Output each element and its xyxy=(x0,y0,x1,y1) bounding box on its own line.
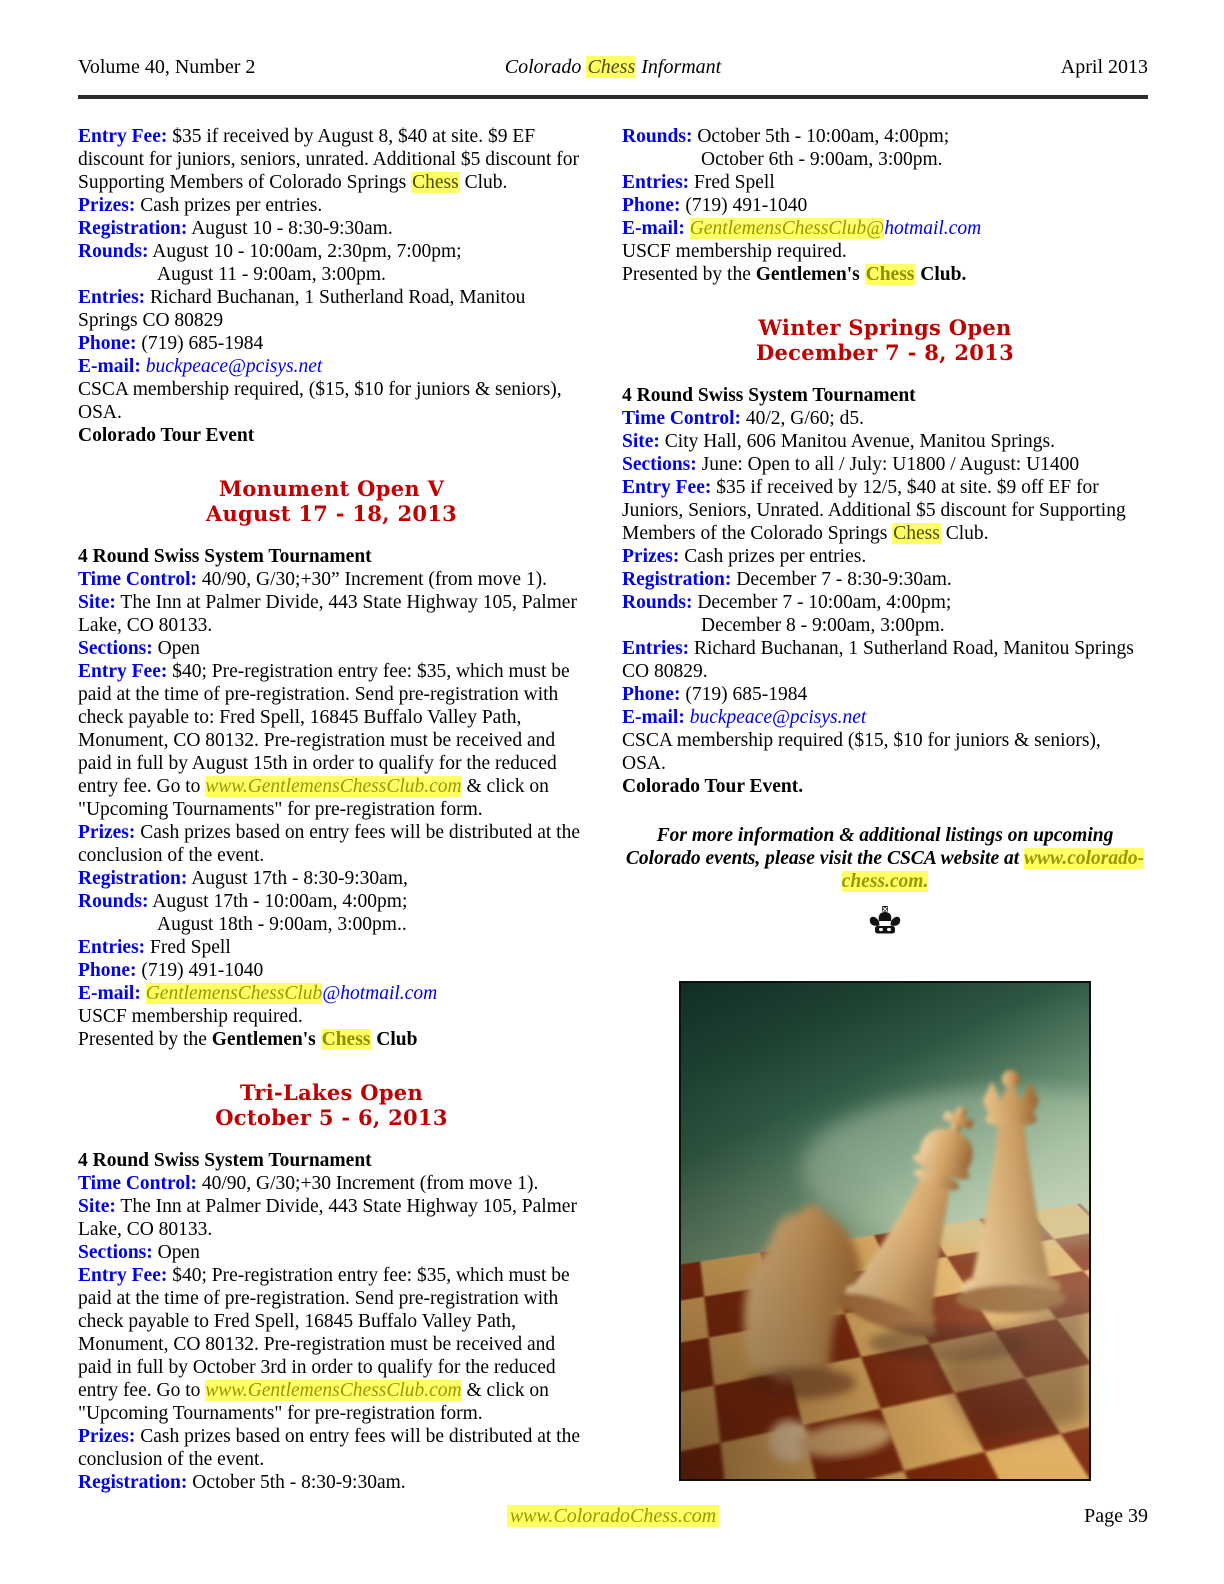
body-text: Fred Spell xyxy=(145,937,231,958)
highlighted-word: Chess xyxy=(412,172,459,193)
listing-line xyxy=(78,355,585,378)
body-text: (719) 685-1984 xyxy=(680,684,808,705)
listing-line xyxy=(78,332,585,355)
tournament-heading xyxy=(622,315,1148,365)
body-text: & click on "Upcoming Tournaments" for pre-registration form. xyxy=(78,776,549,820)
web-link[interactable]: GentlemensChessClub xyxy=(145,983,323,1004)
body-text: 40/90, G/30;+30” Increment (from move 1). xyxy=(196,569,547,590)
bold-text: Club. xyxy=(915,264,967,285)
web-link[interactable]: www.colorado-chess.com. xyxy=(841,848,1145,892)
field-label: Entry Fee: xyxy=(78,1265,168,1286)
field-label: Time Control: xyxy=(78,1173,197,1194)
magazine-title xyxy=(505,56,721,79)
listing-line xyxy=(622,263,1148,286)
email-link[interactable]: buckpeace@pcisys.net xyxy=(145,356,323,377)
tournament-heading-line: Monument Open V xyxy=(218,476,445,501)
field-label: Rounds: xyxy=(78,241,149,262)
left-column xyxy=(78,125,585,1494)
listing-line xyxy=(622,568,1148,591)
listing-line xyxy=(622,591,1148,637)
listing-line xyxy=(78,890,585,936)
title-part-pre: Colorado xyxy=(504,56,587,78)
field-label: Site: xyxy=(78,592,116,613)
body-text: December 8 - 9:00am, 3:00pm. xyxy=(701,615,945,636)
listing-line xyxy=(622,430,1148,453)
body-text: USCF membership required. xyxy=(78,1006,303,1027)
body-text: Richard Buchanan, 1 Sutherland Road, Manitou Springs CO 80829 xyxy=(78,287,526,331)
field-label: Registration: xyxy=(78,868,188,889)
listing-line xyxy=(78,194,585,217)
body-text: Open xyxy=(152,1242,200,1263)
body-text: The Inn at Palmer Divide, 443 State Highway 105, Palmer Lake, CO 80133. xyxy=(78,1196,577,1240)
listing-line xyxy=(622,217,1148,240)
bold-text: Colorado Tour Event xyxy=(78,425,255,446)
tournament-heading xyxy=(78,1080,585,1130)
web-link[interactable]: www.GentlemensChessClub.com xyxy=(205,776,462,797)
field-label: Entries: xyxy=(78,287,146,308)
listing-line xyxy=(622,407,1148,430)
body-text: CSCA membership required, ($15, $10 for juniors & seniors), OSA. xyxy=(78,379,562,423)
body-text: $35 if received by 12/5, $40 at site. $9 off EF for Juniors, Seniors, Unrated. Additional $5 discount for Supporting Members of the Colorado Springs xyxy=(622,477,1126,544)
body-text: USCF membership required. xyxy=(622,241,847,262)
tournament-heading-line: October 5 - 6, 2013 xyxy=(215,1105,448,1130)
bold-text: 4 Round Swiss System Tournament xyxy=(78,1150,372,1171)
page-number: Page 39 xyxy=(1084,1505,1148,1527)
bold-text: Gentlemen's xyxy=(755,264,865,285)
body-text: October 5th - 8:30-9:30am. xyxy=(187,1472,406,1493)
listing-line xyxy=(78,240,585,286)
field-label: Entries: xyxy=(622,172,690,193)
listing-line xyxy=(622,171,1148,194)
listing-line xyxy=(78,1471,585,1494)
field-label: Rounds: xyxy=(78,891,149,912)
listing-line xyxy=(622,476,1148,545)
body-text: August 10 - 10:00am, 2:30pm, 7:00pm; xyxy=(148,241,462,262)
listing-line xyxy=(78,660,585,821)
listing-line xyxy=(622,194,1148,217)
listing-line xyxy=(78,568,585,591)
body-text: Cash prizes per entries. xyxy=(679,546,867,567)
body-text: & click on "Upcoming Tournaments" for pre-registration form. xyxy=(78,1380,549,1424)
tournament-heading-line: December 7 - 8, 2013 xyxy=(756,340,1014,365)
field-label: E-mail: xyxy=(78,356,141,377)
bold-text: Club xyxy=(371,1029,418,1050)
body-text xyxy=(685,218,690,239)
body-text: (719) 685-1984 xyxy=(136,333,264,354)
field-label: Sections: xyxy=(78,638,153,659)
body-text: August 11 - 9:00am, 3:00pm. xyxy=(157,264,386,285)
body-text: August 17th - 10:00am, 4:00pm; xyxy=(148,891,408,912)
bold-text: Colorado Tour Event. xyxy=(622,776,804,797)
body-text: 40/90, G/30;+30 Increment (from move 1). xyxy=(196,1173,539,1194)
body-text: Presented by the xyxy=(78,1029,212,1050)
body-text: August 18th - 9:00am, 3:00pm.. xyxy=(157,914,407,935)
body-text: October 5th - 10:00am, 4:00pm; xyxy=(692,126,950,147)
tournament-heading-line: August 17 - 18, 2013 xyxy=(205,501,458,526)
field-label: Rounds: xyxy=(622,592,693,613)
body-text: Cash prizes per entries. xyxy=(135,195,323,216)
web-link[interactable]: www.GentlemensChessClub.com xyxy=(205,1380,462,1401)
listing-line xyxy=(78,1005,585,1028)
issue-date: April 2013 xyxy=(1060,56,1148,78)
right-column xyxy=(622,125,1148,1494)
listing-line xyxy=(78,125,585,194)
listing-line xyxy=(622,775,1148,798)
body-text: (719) 491-1040 xyxy=(680,195,808,216)
bold-text: Gentlemen's xyxy=(211,1029,321,1050)
field-label: Phone: xyxy=(622,684,681,705)
email-link[interactable]: hotmail.com xyxy=(884,218,982,239)
field-label: Rounds: xyxy=(622,126,693,147)
field-label: Registration: xyxy=(78,218,188,239)
footer-website-link[interactable]: www.ColoradoChess.com xyxy=(507,1505,719,1527)
info-notice xyxy=(622,824,1148,893)
listing-line xyxy=(78,1425,585,1471)
field-label: E-mail: xyxy=(78,983,141,1004)
field-label: Entries: xyxy=(78,937,146,958)
body-text: $40; Pre-registration entry fee: $35, which must be paid at the time of pre-registration. Send pre-registration with check payable to Fred Spell, 16845 Buffalo Valley Path, Monument, CO 80132. Pre-registration must be received and paid in full by October 3rd in order to qualify for the reduced entry fee. Go to xyxy=(78,1265,570,1401)
content-columns xyxy=(78,125,1148,1494)
field-label: Sections: xyxy=(622,454,697,475)
tournament-heading-line: Winter Springs Open xyxy=(758,315,1012,340)
body-text: (719) 491-1040 xyxy=(136,960,264,981)
body-text: December 7 - 10:00am, 4:00pm; xyxy=(692,592,952,613)
field-label: Sections: xyxy=(78,1242,153,1263)
body-text: October 6th - 9:00am, 3:00pm. xyxy=(701,149,943,170)
listing-line xyxy=(622,729,1148,775)
body-text: Club. xyxy=(459,172,508,193)
body-text xyxy=(141,983,146,1004)
listing-line xyxy=(78,936,585,959)
body-text: $40; Pre-registration entry fee: $35, which must be paid at the time of pre-registration. Send pre-registration with check payable to: Fred Spell, 16845 Buffalo Valley Path, Monument, CO 80132. Pre-registration must be received and paid in full by August 15th in order to qualify for the reduced entry fee. Go to xyxy=(78,661,570,797)
listing-line xyxy=(78,867,585,890)
header-rule xyxy=(78,95,1148,99)
listing-line xyxy=(622,637,1148,683)
page-header xyxy=(78,56,1148,79)
body-text: Fred Spell xyxy=(689,172,775,193)
field-label: Registration: xyxy=(622,569,732,590)
title-highlight-word: Chess xyxy=(587,56,636,78)
body-text: The Inn at Palmer Divide, 443 State Highway 105, Palmer Lake, CO 80133. xyxy=(78,592,577,636)
listing-line xyxy=(78,1264,585,1425)
crown-icon xyxy=(867,905,903,937)
listing-line xyxy=(78,591,585,637)
highlighted-word: Chess xyxy=(865,264,915,285)
body-text: Cash prizes based on entry fees will be distributed at the conclusion of the event. xyxy=(78,822,580,866)
field-label: Site: xyxy=(622,431,660,452)
body-text: Richard Buchanan, 1 Sutherland Road, Manitou Springs CO 80829. xyxy=(622,638,1134,682)
tournament-heading-line: Tri-Lakes Open xyxy=(239,1080,424,1105)
page-footer xyxy=(78,1505,1148,1528)
body-text: $35 if received by August 8, $40 at site. $9 EF discount for juniors, seniors, unrated. Additional $5 discount for Supporting Members of Colorado Springs xyxy=(78,126,579,193)
listing-line xyxy=(78,424,585,447)
email-link[interactable]: @hotmail.com xyxy=(322,983,438,1004)
field-label: Prizes: xyxy=(78,822,136,843)
listing-line xyxy=(622,545,1148,568)
listing-line xyxy=(622,384,1148,407)
field-label: Entry Fee: xyxy=(78,126,168,147)
highlighted-word: Chess xyxy=(321,1029,371,1050)
listing-line xyxy=(78,982,585,1005)
field-label: E-mail: xyxy=(622,707,685,728)
field-label: Entry Fee: xyxy=(78,661,168,682)
listing-line xyxy=(622,453,1148,476)
field-label: Prizes: xyxy=(622,546,680,567)
body-text: June: Open to all / July: U1800 / August: U1400 xyxy=(696,454,1080,475)
field-label: Phone: xyxy=(78,960,137,981)
listing-line xyxy=(78,378,585,424)
volume-label: Volume 40, Number 2 xyxy=(78,56,256,78)
listing-line xyxy=(622,706,1148,729)
email-link[interactable]: buckpeace@pcisys.net xyxy=(689,707,867,728)
field-label: Prizes: xyxy=(78,1426,136,1447)
chess-photo xyxy=(679,981,1091,1481)
listing-line xyxy=(78,1241,585,1264)
notice-text: For more information & additional listings on upcoming Colorado events, please visit the CSCA website at xyxy=(625,825,1114,869)
field-label: Phone: xyxy=(78,333,137,354)
title-part-post: Informant xyxy=(636,56,722,78)
field-label: Registration: xyxy=(78,1472,188,1493)
listing-line xyxy=(78,217,585,240)
body-text: Presented by the xyxy=(622,264,756,285)
highlighted-word: Chess xyxy=(893,523,940,544)
body-text: 40/2, G/60; d5. xyxy=(740,408,864,429)
field-label: E-mail: xyxy=(622,218,685,239)
listing-line xyxy=(78,1028,585,1051)
body-text: Open xyxy=(152,638,200,659)
listing-line xyxy=(78,1195,585,1241)
listing-line xyxy=(622,240,1148,263)
field-label: Entry Fee: xyxy=(622,477,712,498)
chess-pieces-graphic xyxy=(681,983,1089,1479)
body-text: City Hall, 606 Manitou Avenue, Manitou Springs. xyxy=(659,431,1055,452)
listing-line xyxy=(78,959,585,982)
bold-text: 4 Round Swiss System Tournament xyxy=(622,385,916,406)
listing-line xyxy=(78,637,585,660)
body-text: December 7 - 8:30-9:30am. xyxy=(731,569,952,590)
field-label: Prizes: xyxy=(78,195,136,216)
field-label: Site: xyxy=(78,1196,116,1217)
listing-line xyxy=(622,125,1148,171)
listing-line xyxy=(78,821,585,867)
web-link[interactable]: GentlemensChessClub@ xyxy=(689,218,885,239)
body-text: Cash prizes based on entry fees will be distributed at the conclusion of the event. xyxy=(78,1426,580,1470)
field-label: Time Control: xyxy=(78,569,197,590)
body-text: August 17th - 8:30-9:30am, xyxy=(187,868,408,889)
body-text: August 10 - 8:30-9:30am. xyxy=(187,218,393,239)
field-label: Phone: xyxy=(622,195,681,216)
listing-line xyxy=(78,286,585,332)
field-label: Time Control: xyxy=(622,408,741,429)
listing-line xyxy=(78,545,585,568)
listing-line xyxy=(622,683,1148,706)
field-label: Entries: xyxy=(622,638,690,659)
body-text: Club. xyxy=(940,523,989,544)
bold-text: 4 Round Swiss System Tournament xyxy=(78,546,372,567)
listing-line xyxy=(78,1172,585,1195)
right-column-text xyxy=(622,125,1148,937)
crown-divider xyxy=(622,905,1148,937)
body-text: CSCA membership required ($15, $10 for juniors & seniors), OSA. xyxy=(622,730,1101,774)
listing-line xyxy=(78,1149,585,1172)
tournament-heading xyxy=(78,476,585,526)
